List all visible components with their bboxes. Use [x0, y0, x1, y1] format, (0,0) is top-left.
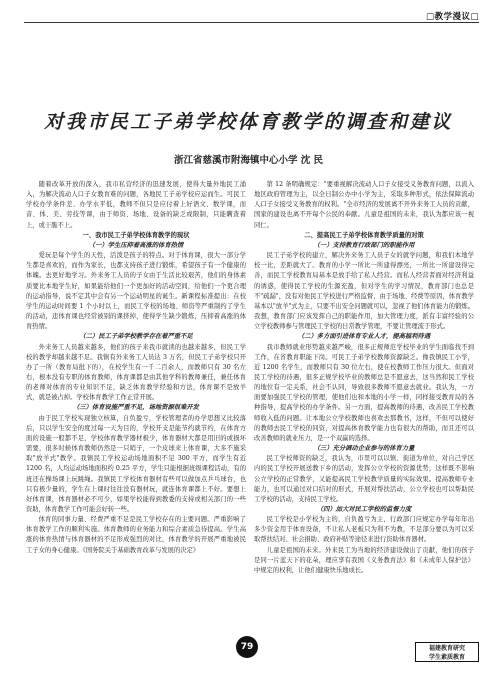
paragraph: 我市教师就业形势越来越严峻，很多正规师范学校毕业的学生面临找不到工作，在省教育职能下岗。可民工子弟学校教师资源缺乏。像我镇民工小学，近 1200 名学生，而教师只有 30 位左右，使在校教师工作压力很大。但面对民工学校的待遇，很多正规学校毕业的教师总是不愿意去，这当然和民工学校的地位有一定关系，社会不认同，导致很多教师不愿意去就业。我认为，一方面要加强民工学校的管理，使他们也和本地的小学一样，同样接受教育局的各种指导，提高学校的办学条件。另一方面，提高教师的待遇，改善民工学校教师收入低的问题。让本地公立学校教师也喜欢去那教书，这样，不但可以使好的教师去民工学校的同资，对提高体育教学能力也有很大的帮助，而且还可以改善教师的就业压力，是一个双赢的选择。	[254, 343, 474, 442]
subsection-heading: （二）多方面引进体育专业人才，提高福利待遇	[297, 333, 431, 341]
paragraph: 体育的同事力量、经费严重不足是民工学校存在的主要问题。严重影响了体育教学工作的顺利实施。体育教师的业务能力和综合素质急待提高。学生高涨的体育热情与体育器材的不足形成强烈的对比，体育教学的开展严重地被民工子女的身心健康。《国务院关于基础教育改革与发展的决定》	[26, 516, 246, 554]
subsection-heading: （二）民工子弟学校教学存在着严重不足	[79, 333, 193, 341]
paragraph: 由于民工学校实现独立核算，自负盈亏，学校管理者的办学思想又比较落后，只以学生安全的度过每一天为目的，学校开支是能节约就节约，在体育方面的设施一般都不足，学校体育教学器材极少，体育器材大都是用旧的或损坏需要，很多时候体育教师仍然是一只哨子，一个皮球来上体育课，大多不施采取"放羊式"教学。我镇民工学校运动场地面积不足 300 平方，而学生有近 1200 名，人均运动场地面积约 0.25 平方，学生只能根据班级课程活动，有的班还在操场课上玩跳绳。我镇民工学校体育器材有些可以做加点乒乓球台，也只有极少量的，学生在上课时往往没有器材玩，就连体育课都上不好。要想上好体育课，体育器材必不可少，如果学校能得到教委的支持或相关部门的一些资助，体育教学工作可能会好转一些。	[26, 414, 246, 513]
corner-stamp	[415, 642, 479, 662]
corner-line-2: 学生素质教育	[428, 654, 465, 661]
section-heading: 二、提高民工子弟学校体育教学质量的对策	[304, 231, 424, 239]
subsection-heading: （一）支持教育行政部门的职能作用	[313, 241, 415, 249]
section-heading: 一、我市民工子弟学校体育教学的现状	[82, 231, 190, 239]
paragraph: 第 12 条明确规定："要重视解决流动人口子女接受义务教育问题，以流入地区政府管理为主，以全日制公办中小学为主，采取多种形式，依法保障流动人口子女接受义务教育的权利。"全市经济的发展离不开外来务工人员的贡献，国家的建设也离不开每个公民的奉献。儿童是祖国的未来，我认为都应该一视同仁。	[254, 181, 474, 229]
corner-line-1: 福建教育研究	[428, 645, 465, 652]
author-line: 浙江省慈溪市附海镇中心小学 沈 民	[173, 155, 324, 166]
subsection-heading: （三）充分调动企业参与的体育力量	[313, 445, 415, 453]
left-column	[26, 180, 246, 556]
paragraph: 民工学校师资的缺乏，我认为，市里可以以镇、街道为单位，对自己学区内的民工学校开展送教下乡的活动，发挥公立学校的资源优势，这样既不影响公立学校的正常教学，又能提高民工学校教学质量的实际效果。提高教师专业能力，也可以通过对口结对的形式，开展对帮扶活动，公立学校也可以帮助民工学校的活动，支持民工学校。	[254, 455, 474, 503]
subsection-heading: （三）体育设施严重不足，场地资源很难开发	[73, 404, 199, 412]
right-column	[254, 180, 474, 576]
paragraph: 民工子弟学校的建立，解决外来务工人员子女的就学问题，和我们本地学校一比，差距就大了。教育的小学一所比一所建得漂亮，一所比一所建设得完善，而民工学校教育局基本是放手给了私人经营。而私人经营者面对经济利益的诱惑，使得民工学校的生源充盈，但对学生的学习情况，教育部门也总是不"疏漏"，没有对他民工学校进行严格监督，由于场地、经费等原因，体育教学基本以"放羊"式为主，只要不出安全问题就可以，忽视了他们体育能力的锻炼。我想，教育部门应该发挥自己的职能作用，加大管理力度，派有丰富经验的公立学校教师参与管理民工学校的日常教学管理，不要让管理流于形式。	[254, 252, 474, 331]
subsection-heading: （一）学生压抑着高涨的体育热情	[88, 241, 184, 249]
article-title: 对我市民工子弟学校体育教学的调查和建议	[44, 111, 453, 133]
paragraph: 儿童是祖国的未来。外来民工为当地的经济建设做出了贡献，他们的孩子是同一片蓝天下的花朵，理应享有我国《义务教育法》和《未成年人保护法》中规定的权利，让他们健康快乐地成长。	[254, 546, 474, 574]
paragraph: 外来务工人员越来越多，他们的孩子来我市就读的也越来越多，但民工学校的教学却越来越不足。我镇有外来务工人员达 3 万名，但民工子弟学校只开办了一所（教育局批下的），在校学生有一千二百余人，而教师只有 30 名左右，根本没有专职的体育教师，体育课都是由其他学科的教师兼任，兼任体育的老师对体育的专业知识不足，缺乏体育教学经验和方法，体育课不是放羊式，就是被占掉。学校体育教学工作正常开展。	[26, 343, 246, 402]
paragraph: 民工学校是小学校为主的，自负盈亏为主，行政部门应规定办学每年年出多少资金用于体育设备，不让私人老板只为利不为教，不足部分要以为可以采取帮扶结对、社会捐助、政府补贴等途径来进行资助体育器材。	[254, 516, 474, 544]
header-rule	[24, 22, 479, 23]
page-number: 79	[236, 636, 258, 658]
paragraph: 随着改革开放的深入，我市私营经济的迅速发展，使得大量外地民工涌入，为解决流动人口子女教育难的问题，各地民工子弟学校应运而生。可民工学校办学条件差、办学水平低，教师不但只是应付着上好语文、数学课，而音、体、美、劳技等课，由于师资、场地、设备的缺乏或限制，只能瞒查着上，或干脆不上。	[26, 181, 246, 229]
subsection-heading: （四）加大对民工学校的监督力度	[316, 506, 412, 513]
paragraph: 爱玩是每个学生的天性，活泼是孩子的特点。对于体育课，很大一部分学生都是喜欢的，而作为家长，也都支持孩子进行锻炼，希望孩子有一个健康的体魄。去更好地学习。外来务工人员的子女由于生活比较艰苦，他们的身体素质要比本地学生好，如果能给他们一个更加好的活动空间，给他们一个更合理的运动指导，说不定其中会有另一个运动明星的诞生。新课程标准提出：在校学生的运动时间要 1 个小时以上，而民工学校的场地、师资等严重制约了学生的活动，违体育课也经常被别的课挤掉，使得学生缺少锻炼，压抑着高涨的体育热情。	[26, 252, 246, 331]
column-tag: □教学漫议□	[425, 12, 479, 22]
